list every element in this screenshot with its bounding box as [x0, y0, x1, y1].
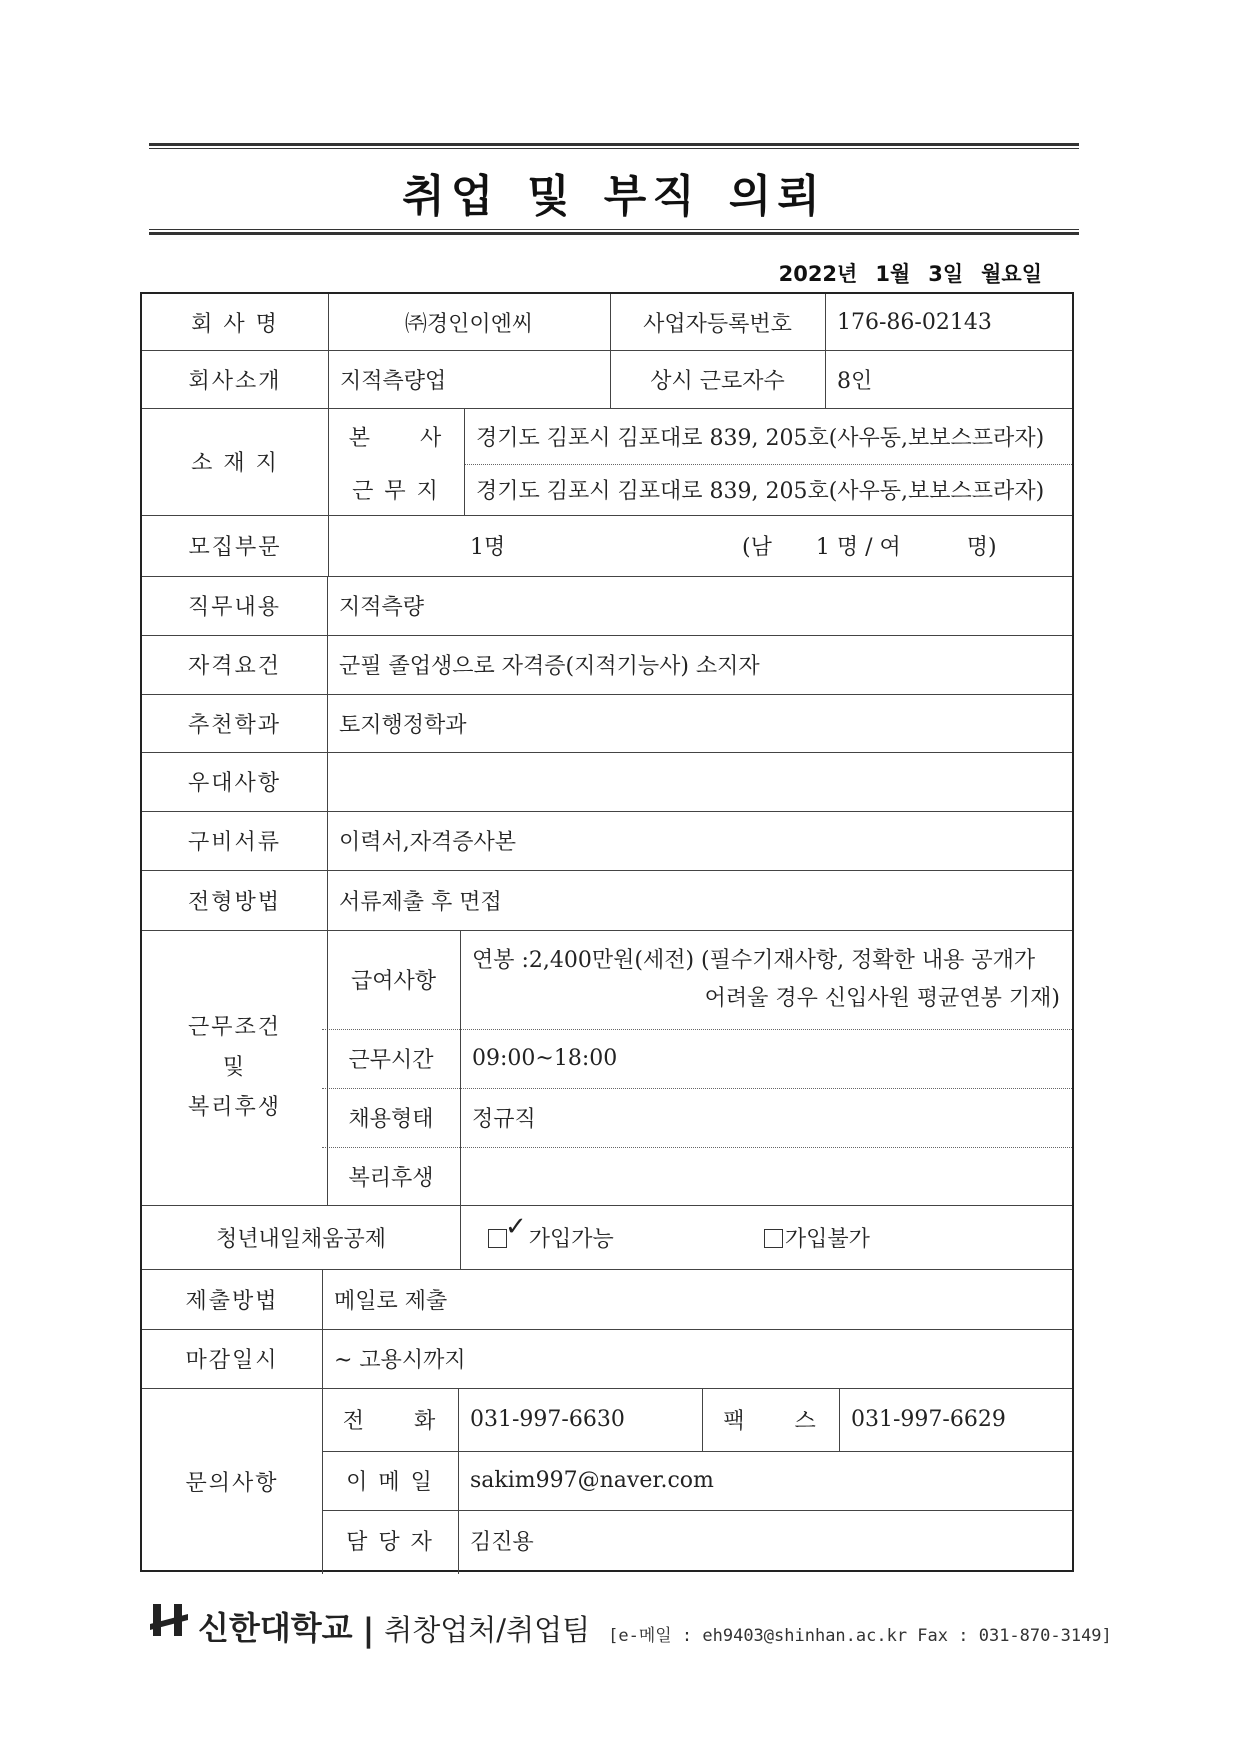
hq-address: 경기도 김포시 김포대로 839, 205호(사우동,보보스프라자) — [476, 425, 1045, 451]
youth-option-no[interactable] — [764, 1222, 870, 1253]
recruit-label: 모집부문 — [188, 535, 282, 560]
conditions-label-line: 근무조건 — [187, 1014, 281, 1040]
date-month: 1월 — [875, 262, 911, 286]
company-intro-value: 지적측량업 — [340, 368, 447, 394]
tel-label: 전 화 — [342, 1409, 438, 1434]
top-rule-thick — [149, 143, 1079, 146]
conditions-label — [142, 930, 327, 1205]
youth-savings-label: 청년내일채움공제 — [215, 1226, 387, 1252]
conditions-label-line: 및 — [222, 1054, 247, 1080]
footer-separator: | — [362, 1611, 375, 1649]
youth-savings-options — [460, 1205, 1072, 1269]
recruit-count: 1명 — [470, 535, 506, 560]
work-hours-label: 근무시간 — [348, 1048, 434, 1073]
tel-value: 031-997-6630 — [470, 1407, 625, 1432]
company-name-label: 회 사 명 — [191, 311, 279, 337]
contact-person-label: 담 당 자 — [346, 1529, 434, 1555]
company-intro-label: 회사소개 — [188, 368, 282, 394]
title-word: 취업 — [402, 171, 500, 222]
qualification-value: 군필 졸업생으로 자격증(지적기능사) 소지자 — [339, 654, 760, 679]
staff-count-value: 8인 — [837, 368, 873, 394]
duty-label: 직무내용 — [187, 595, 281, 620]
welfare-label: 복리후생 — [348, 1165, 434, 1191]
inquiry-label: 문의사항 — [185, 1470, 279, 1496]
deadline-label: 마감일시 — [185, 1348, 279, 1373]
youth-option-no-label: 가입불가 — [784, 1226, 870, 1252]
staff-count-label: 상시 근로자수 — [650, 368, 785, 394]
salary-line-1: 연봉 :2,400만원(세전) (필수기재사항, 정확한 내용 공개가 — [472, 947, 1036, 973]
location-label: 소 재 지 — [191, 451, 279, 476]
deadline-value: ~ 고용시까지 — [334, 1348, 466, 1373]
submit-method-label: 제출방법 — [185, 1288, 279, 1314]
youth-option-yes-label: 가입가능 — [528, 1226, 614, 1252]
title-word: 부직 — [603, 171, 701, 222]
footer-department: 취창업처/취업팀 — [384, 1613, 591, 1647]
employment-type-label: 채용형태 — [348, 1107, 434, 1132]
qualification-label: 자격요건 — [187, 654, 281, 679]
recruit-gender: (남 1 명 / 여 명) — [742, 535, 997, 560]
university-name: 신한대학교 — [198, 1609, 353, 1647]
business-reg-value: 176-86-02143 — [837, 309, 992, 335]
selection-method-value: 서류제출 후 면접 — [339, 889, 502, 915]
business-reg-label: 사업자등록번호 — [643, 311, 792, 337]
page-title — [149, 160, 1079, 224]
fax-label: 팩 스 — [723, 1409, 818, 1434]
request-date — [779, 258, 1042, 288]
workplace-label: 근 무 지 — [352, 479, 440, 504]
contact-person-value: 김진용 — [470, 1529, 534, 1555]
welfare-value — [460, 1147, 1072, 1205]
workplace-address: 경기도 김포시 김포대로 839, 205호(사우동,보보스프라자) — [476, 479, 1045, 504]
checkbox-unchecked[interactable] — [764, 1229, 783, 1248]
title-word: 및 — [527, 171, 576, 222]
documents-label: 구비서류 — [187, 830, 281, 855]
conditions-label-line: 복리후생 — [187, 1094, 281, 1120]
email-value[interactable]: sakim997@naver.com — [470, 1468, 714, 1493]
request-form-table — [140, 292, 1074, 1572]
selection-method-label: 전형방법 — [187, 889, 281, 915]
salary-line-2: 어려울 경우 신입사원 평균연봉 기재) — [704, 985, 1060, 1011]
preference-value — [327, 752, 1072, 811]
youth-option-yes[interactable] — [488, 1212, 614, 1253]
university-logo-icon — [150, 1600, 188, 1649]
footer-contact: [e-메일 : eh9403@shinhan.ac.kr Fax : 031-870-3149] — [608, 1626, 1112, 1646]
recommended-dept-label: 추천학과 — [187, 712, 281, 738]
bottom-rule-thin — [149, 229, 1079, 230]
bottom-rule-thick — [149, 232, 1079, 235]
salary-value — [460, 930, 1072, 1029]
date-year: 2022년 — [778, 262, 858, 286]
date-weekday: 월요일 — [981, 262, 1042, 286]
work-hours-value: 09:00~18:00 — [472, 1046, 618, 1071]
university-logo-mark — [150, 1600, 188, 1640]
documents-value: 이력서,자격증사본 — [339, 830, 517, 855]
top-rule-thin — [149, 148, 1079, 149]
fax-value: 031-997-6629 — [851, 1407, 1006, 1432]
salary-label: 급여사항 — [350, 969, 436, 994]
footer — [150, 1600, 1112, 1649]
hq-label: 본 사 — [348, 425, 444, 451]
preference-label: 우대사항 — [187, 771, 281, 796]
title-word: 의뢰 — [728, 171, 826, 222]
submit-method-value: 메일로 제출 — [334, 1288, 448, 1314]
company-name-value: ㈜경인이엔씨 — [404, 311, 534, 337]
date-day: 3일 — [928, 262, 964, 286]
email-label: 이 메 일 — [346, 1470, 434, 1495]
employment-type-value: 정규직 — [472, 1107, 536, 1132]
checkmark-icon: ✓ — [505, 1212, 527, 1242]
duty-value: 지적측량 — [339, 595, 425, 620]
recommended-dept-value: 토지행정학과 — [339, 712, 467, 738]
